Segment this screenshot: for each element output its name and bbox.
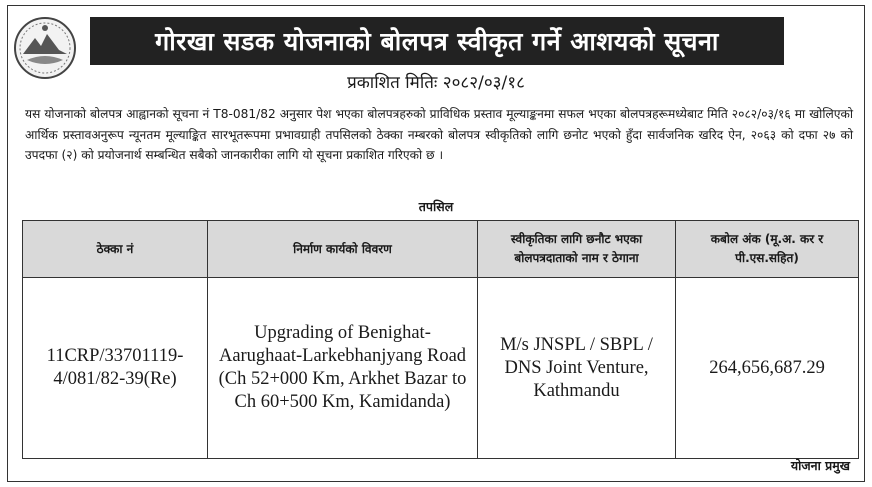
cell-bidder: M/s JNSPL / SBPL / DNS Joint Venture, Kathmandu bbox=[478, 278, 676, 459]
header-work-description: निर्माण कार्यको विवरण bbox=[208, 221, 478, 278]
signatory: योजना प्रमुख bbox=[790, 458, 850, 473]
notice-title: गोरखा सडक योजनाको बोलपत्र स्वीकृत गर्ने आशयको सूचना bbox=[90, 17, 784, 65]
published-date: प्रकाशित मितिः २०८२/०३/१८ bbox=[347, 73, 525, 93]
contract-table bbox=[22, 220, 859, 459]
header-bid-amount: कबोल अंक (मू.अ. कर र पी.एस.सहित) bbox=[676, 221, 859, 278]
schedule-label: तपसिल bbox=[418, 199, 454, 214]
notice-body: यस योजनाको बोलपत्र आह्वानको सूचना नं T8-081/82 अनुसार पेश भएका बोलपत्रहरुको प्राविधिक प्रस्ताव मूल्याङ्कनमा सफल भएका बोलपत्रहरूमध्येबाट मिति २०८२/०३/१६ मा खोलिएको आर्थिक प्रस्तावअनुरूप न्यूनतम मूल्याङ्कित सारभूतरूपमा प्रभावग्राही तपसिलको ठेक्का नम्बरको बोलपत्र स्वीकृतिको लागि छनोट भएको हुँदा सार्वजनिक खरिद ऐन, २०६३ को दफा २७ को उपदफा (२) को प्रयोजनार्थ सम्बन्धित सबैको जानकारीका लागि यो सूचना प्रकाशित गरिएको छ । bbox=[25, 107, 853, 162]
table-row bbox=[23, 278, 859, 459]
table-header-row bbox=[23, 221, 859, 278]
cell-work-description: Upgrading of Benighat-Aarughaat-Larkebhanjyang Road (Ch 52+000 Km, Arkhet Bazar to Ch 60+500 Km, Kamidanda) bbox=[208, 278, 478, 459]
cell-contract-no: 11CRP/33701119-4/081/82-39(Re) bbox=[23, 278, 208, 459]
header-contract-no: ठेक्का नं bbox=[23, 221, 208, 278]
cell-bid-amount: 264,656,687.29 bbox=[676, 278, 859, 459]
header-bidder: स्वीकृतिका लागि छनौट भएका बोलपत्रदाताको नाम र ठेगाना bbox=[478, 221, 676, 278]
